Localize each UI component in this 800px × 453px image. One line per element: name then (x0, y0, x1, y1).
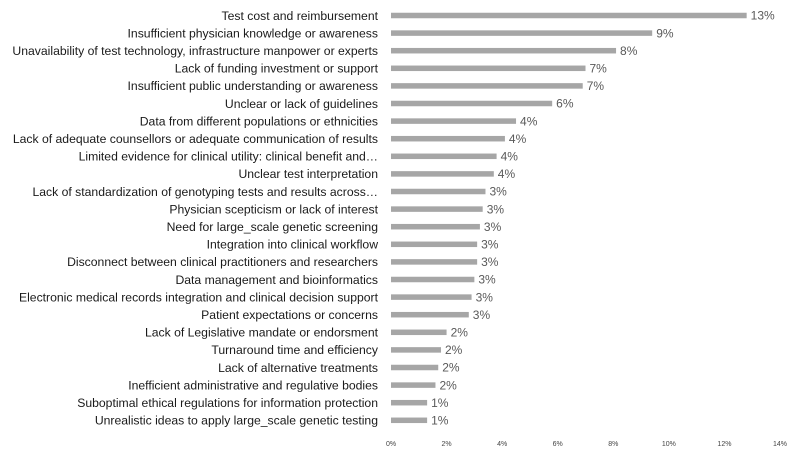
category-label-6: Data from different populations or ethnicities (139, 114, 378, 129)
value-label-10: 3% (489, 184, 507, 199)
value-label-21: 2% (439, 378, 457, 393)
value-label-16: 3% (475, 290, 493, 305)
value-label-15: 3% (478, 272, 496, 287)
x-tick-label-3: 6% (552, 441, 563, 448)
category-label-18: Lack of Legislative mandate or endorsment (144, 325, 378, 340)
value-label-3: 7% (589, 61, 607, 76)
category-label-17: Patient expectations or concerns (201, 308, 378, 322)
bar-2 (391, 48, 616, 54)
value-label-20: 2% (442, 360, 460, 375)
value-label-11: 3% (486, 202, 505, 217)
value-label-17: 3% (472, 307, 491, 322)
bar-12 (391, 224, 480, 230)
value-label-6: 4% (520, 114, 538, 129)
value-label-4: 7% (586, 79, 605, 94)
bar-15 (391, 277, 474, 283)
x-tick-label-4: 8% (608, 441, 619, 448)
bar-9 (391, 171, 494, 177)
value-label-7: 4% (508, 131, 527, 146)
value-label-9: 4% (497, 167, 516, 182)
category-label-4: Insufficient public understanding or awareness (127, 79, 378, 94)
value-label-12: 3% (483, 219, 502, 234)
bar-14 (391, 259, 477, 265)
x-tick-label-6: 12% (717, 441, 732, 448)
category-label-0: Test cost and reimbursement (221, 8, 378, 23)
category-label-21: Inefficient administrative and regulative bodies (128, 378, 378, 393)
category-label-8: Limited evidence for clinical utility: clinical benefit and… (78, 149, 378, 164)
x-tick-label-7: 14% (772, 441, 788, 448)
value-label-19: 2% (445, 343, 463, 358)
category-label-13: Integration into clinical workflow (206, 237, 378, 252)
bar-19 (391, 347, 441, 353)
value-label-23: 1% (431, 413, 449, 428)
value-label-1: 9% (656, 26, 674, 41)
bar-7 (391, 136, 505, 142)
value-label-13: 3% (481, 237, 499, 252)
x-axis-ticks-group (386, 441, 787, 448)
bar-17 (391, 312, 469, 318)
category-label-15: Data management and bioinformatics (175, 272, 378, 287)
bar-23 (391, 418, 427, 424)
value-label-14: 3% (481, 255, 499, 270)
category-label-12: Need for large_scale genetic screening (166, 220, 378, 234)
bar-21 (391, 382, 435, 388)
bar-16 (391, 294, 472, 300)
category-label-7: Lack of adequate counsellors or adequate communication of results (12, 132, 378, 146)
x-tick-label-5: 10% (661, 441, 676, 448)
bar-6 (391, 118, 516, 124)
category-label-16: Electronic medical records integration and clinical decision support (18, 290, 378, 305)
value-label-22: 1% (431, 395, 449, 410)
category-labels-group (12, 9, 378, 428)
value-label-8: 4% (500, 149, 518, 164)
category-label-3: Lack of funding investment or support (174, 61, 378, 76)
bar-13 (391, 242, 477, 248)
bar-1 (391, 30, 652, 35)
value-label-18: 2% (450, 325, 468, 340)
category-label-23: Unrealistic ideas to apply large_scale genetic testing (94, 413, 378, 428)
category-label-19: Turnaround time and efficiency (211, 343, 378, 358)
value-labels-group (431, 9, 775, 428)
category-label-10: Lack of standardization of genotyping tests and results across… (32, 184, 378, 199)
bar-11 (391, 206, 483, 212)
category-label-1: Insufficient physician knowledge or awareness (127, 26, 378, 41)
category-label-5: Unclear or lack of guidelines (224, 96, 378, 111)
bar-20 (391, 365, 438, 371)
category-label-20: Lack of alternative treatments (218, 360, 378, 375)
bar-5 (391, 101, 552, 107)
value-label-0: 13% (750, 8, 775, 23)
bar-0 (391, 13, 747, 19)
bar-3 (391, 66, 586, 72)
category-label-2: Unavailability of test technology, infrastructure manpower or experts (12, 44, 378, 58)
x-tick-label-0: 0% (385, 441, 397, 448)
value-label-5: 6% (556, 96, 574, 111)
x-tick-label-1: 2% (441, 441, 452, 448)
category-label-9: Unclear test interpretation (238, 167, 378, 182)
bar-10 (391, 189, 485, 195)
bar-4 (391, 83, 583, 89)
category-label-22: Suboptimal ethical regulations for information protection (77, 396, 378, 410)
category-label-11: Physician scepticism or lack of interest (169, 202, 378, 217)
category-label-14: Disconnect between clinical practitioners and researchers (67, 255, 378, 270)
value-label-2: 8% (620, 43, 638, 58)
bar-18 (391, 330, 447, 336)
bar-22 (391, 400, 427, 406)
x-tick-label-2: 4% (497, 441, 508, 448)
bar-8 (391, 154, 497, 160)
